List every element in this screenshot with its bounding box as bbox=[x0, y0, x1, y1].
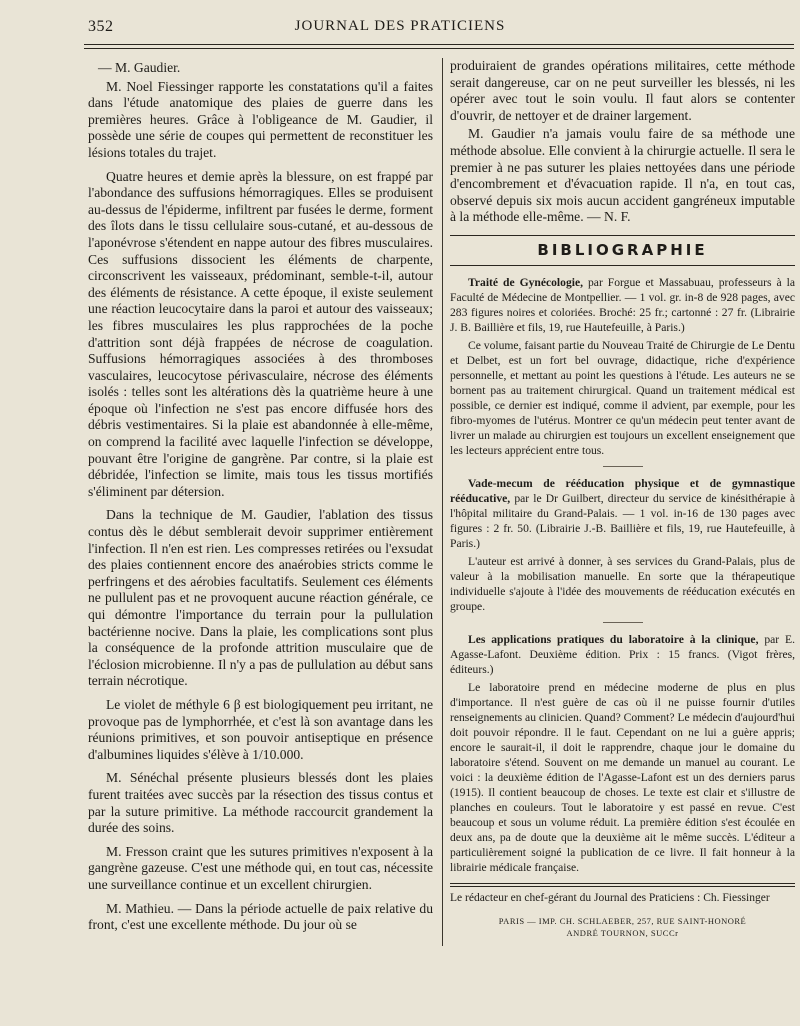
header-rule-double bbox=[84, 48, 794, 49]
entry-details: par E. Agasse-Lafont. Deuxième édition. Prix : 15 francs. (Vigot frères, éditeurs.) bbox=[450, 632, 795, 676]
paragraph: M. Mathieu. — Dans la période actuelle de paix relative du front, c'est une excellente méthode. Du jour où se bbox=[88, 900, 433, 933]
entry-title: Traité de Gynécologie, bbox=[468, 275, 584, 289]
entry-reference bbox=[450, 275, 795, 335]
paragraph: Le violet de méthyle 6 β est biologiquement peu irritant, ne provoque pas de lymphorrhée, et c'est là son avantage dans les réunions primitives, et son pouvoir antiseptique en présence d'albumines liquides s'élève à 1/10.000. bbox=[88, 696, 433, 762]
bibliography-list bbox=[450, 275, 795, 875]
entry-reference bbox=[450, 632, 795, 677]
editor-credit: Le rédacteur en chef-gérant du Journal des Praticiens : Ch. Fiessinger bbox=[450, 891, 770, 904]
divider bbox=[450, 235, 795, 236]
entry-title: Les applications pratiques du laboratoire à la clinique, bbox=[468, 632, 759, 646]
left-column bbox=[88, 60, 433, 934]
paragraph: M. Gaudier n'a jamais voulu faire de sa méthode une méthode absolue. Elle convient à la chirurgie actuelle. Il sera le premier à ne pas suturer les plaies nettoyées dans une période d'encombrement et d'évacuation rapide. Il n'a, en tout cas, observé depuis six mois aucun accident gangréneux imputable à la méthode elle-même. — N. F. bbox=[450, 126, 795, 225]
journal-title: JOURNAL DES PRATICIENS bbox=[294, 18, 506, 34]
entry-title: Vade-mecum de rééducation physique et de gymnastique rééducative, bbox=[450, 476, 795, 505]
column-divider bbox=[442, 58, 443, 946]
entry-separator bbox=[603, 622, 643, 623]
entry-reference bbox=[450, 476, 795, 551]
paragraph: Dans la technique de M. Gaudier, l'ablation des tissus contus dès le début semblerait devoir supprimer entièrement l'infection. Il n'en est rien. Les compresses retirées ou l'exsudat des plaies contiennent encore des anaérobies stricts comme le perfringens et des aérobies facultatifs. Seulement ces éléments ne pullulent pas et ne provoquent aucune réaction générale, ce qui démontre l'importance du terrain pour la pullulation bactérienne nocive. Dans la plaie, les complications sont plus la conséquence de la profonde attrition musculaire que de l'éclosion microbienne. Il n'y a pas de pullulation au début sans terrain nécrotique. bbox=[88, 507, 433, 689]
paragraph: produiraient de grandes opérations militaires, cette méthode serait dangereuse, car on ne peut surveiller les blessés, ni les opérer avec tout le soin voulu. Il faut alors se contenter d'ouvrir, de nettoyer et de drainer largement. bbox=[450, 58, 795, 123]
bibliography-heading: BIBLIOGRAPHIE bbox=[537, 240, 708, 259]
bibliography-entry bbox=[450, 476, 795, 614]
divider bbox=[450, 265, 795, 266]
page-number: 352 bbox=[88, 18, 114, 35]
paragraph: Quatre heures et demie après la blessure, on est frappé par l'abondance des suffusions hémorragiques. Elles se produisent au-dessus de l'épiderme, infiltrent par fusées le derme, forment des îlots dans le tissu cellulaire sous-cutané, et au-dessous de l'aponévrose s'étendent en nappe autour des fibres musculaires. Ces suffusions dissocient les éléments de charpente, circonscrivent les vaisseaux, prédominant, semble-t-il, autour des éléments de résistance. A cette époque, il existe seulement une réaction leucocytaire dans la paroi et autour des vaisseaux; les fibres musculaires les plus rapprochées de la poche d'attrition sont déjà frappées de nécrose de coagulation. Suffusions hémorragiques associées à des thromboses vasculaires, leucocytose périvasculaire, nécrose des éléments isolés : telles sont les altérations dès la quatrième heure à une époque où l'infection ne s'est pas encore diffusée hors des débris vestimentaires. Si la plaie est abandonnée à elle-même, on comprend la facilité avec laquelle l'infection se développe, pouvant être l'origine de gangrène. Par contre, si la plaie est débridée, l'infection se limite, mais tous les tissus mortifiés s'éliminent par détersion. bbox=[88, 168, 433, 499]
printer-imprint bbox=[450, 915, 795, 939]
bibliography-entry bbox=[450, 632, 795, 875]
page-header bbox=[0, 18, 800, 42]
printer-line: PARIS — IMP. CH. SCHLAEBER, 257, RUE SAINT-HONORÉ bbox=[498, 915, 747, 926]
bibliography-section bbox=[450, 235, 795, 875]
right-column bbox=[450, 58, 795, 939]
footer-rule bbox=[450, 883, 795, 884]
header-rule bbox=[84, 44, 794, 45]
paragraph: M. Noel Fiessinger rapporte les constatations qu'il a faites dans l'étude anatomique des plaies de guerre dans les premières heures. Grâce à l'obligeance de M. Gaudier, il possède une série de coupes qui permettent de reconstituer les lésions totales du trajet. bbox=[88, 78, 433, 160]
entry-review: L'auteur est arrivé à donner, à ses services du Grand-Palais, plus de valeur à la mobilisation manuelle. En sorte que la thérapeutique individuelle s'ajoute à l'idée des mouvements de rééducation exécutés en groupe. bbox=[450, 554, 795, 613]
entry-details: par Forgue et Massabuau, professeurs à la Faculté de Médecine de Montpellier. — 1 vol. gr. in-8 de 928 pages, avec 283 figures noires et coloriées. Broché: 25 fr.; cartonné : 27 fr. (Librairie J. B. Baillière et fils, 19, rue Hautefeuille, à Paris.) bbox=[450, 275, 795, 334]
entry-review: Ce volume, faisant partie du Nouveau Traité de Chirurgie de Le Dentu et Delbet, est un fort bel ouvrage, didactique, riche d'expérience personnelle, et mettant au point les questions à l'étude. Les auteurs ne se bornent pas au traitement chirurgical. Quand un traitement médical est possible, ce dernier est indiqué, comme il advient, par exemple, pour les fibro-myomes de l'utérus. Montrer ce qu'un médecin peut tenter avant de livrer un malade au chirurgien est toujours un excellent enseignement que les lecteurs apprécient entre tous. bbox=[450, 338, 795, 457]
paragraph: M. Fresson craint que les sutures primitives n'exposent à la gangrène gazeuse. C'est une méthode qui, en tout cas, nécessite une surveillance continue et un excellent chirurgien. bbox=[88, 843, 433, 892]
printer-line: ANDRÉ TOURNON, SUCCr bbox=[566, 927, 679, 938]
entry-review: Le laboratoire prend en médecine moderne de plus en plus d'importance. Il n'est guère de cas où il ne puisse fournir d'utiles renseignements au clinicien. Quand? Comment? Le médecin d'aujourd'hui doit pouvoir répondre. Il le faut. Cependant on ne lui a guère appris; encore le saurait-il, il doit le rapprendre, chaque jour le domaine du laboratoire s'étend. Souvent on me demande un manuel au courant. Le voici : la deuxième édition de l'Agasse-Lafont est un des derniers parus (1915). Il contient beaucoup de choses. Le texte est clair et s'illustre de planches en couleurs. Tout le laboratoire y est passé en revue. C'est beaucoup et sous un volume réduit. La première édition s'est écoulée en deux ans, pa de doute que la deuxième ait le même succès. L'éditeur a particulièrement soigné la publication de ce livre. Il fait honneur à la librairie médicale française. bbox=[450, 680, 795, 874]
paragraph: — M. Gaudier. bbox=[98, 60, 181, 75]
paragraph: M. Sénéchal présente plusieurs blessés dont les plaies furent traitées avec succès par la résection des tissus contus et par la suture primitive. La méthode raccourcit grandement la durée des soins. bbox=[88, 770, 433, 836]
entry-details: par le Dr Guilbert, directeur du service de kinésithérapie à l'hôpital militaire du Grand-Palais. — 1 vol. in-16 de 130 pages avec figures : 2 fr. 50. (Librairie J.-B. Baillière et fils, 19, rue Hautefeuille, à Paris.) bbox=[450, 491, 795, 550]
footer-rule-double bbox=[450, 886, 795, 887]
bibliography-entry bbox=[450, 275, 795, 458]
entry-separator bbox=[603, 466, 643, 467]
